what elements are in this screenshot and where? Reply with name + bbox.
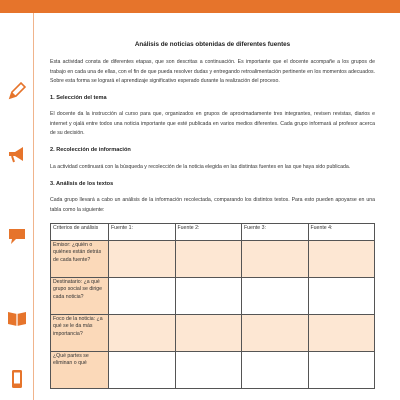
document-title: Análisis de noticias obtenidas de diferentes fuentes	[134, 41, 291, 48]
table-cell	[308, 277, 375, 314]
table-cell	[242, 240, 309, 277]
section-body-analisis: Cada grupo llevará a cabo un análisis de la información recolectada, comparando los distintos textos. Para esto pueden apoyarse en una tabla como la siguiente:	[50, 197, 375, 213]
megaphone-icon	[6, 143, 28, 165]
table-cell	[308, 351, 375, 388]
table-cell	[175, 240, 242, 277]
section-heading-recoleccion: 2. Recolección de información	[50, 147, 131, 154]
table-cell	[242, 277, 309, 314]
table-cell	[175, 314, 242, 351]
smartphone-icon	[6, 368, 28, 390]
table-header-row	[51, 223, 375, 240]
header-fuente-2: Fuente 2:	[175, 223, 242, 240]
analysis-table	[50, 223, 375, 389]
pencil-icon	[6, 80, 28, 102]
table-cell	[242, 314, 309, 351]
section-body-recoleccion: La actividad continuará con la búsqueda y recolección de la noticia elegida en las distintas fuentes en las que haya sido publicada.	[50, 163, 351, 170]
table-row	[51, 277, 375, 314]
table-cell	[242, 351, 309, 388]
table-cell	[109, 277, 176, 314]
open-book-icon	[6, 307, 28, 329]
header-fuente-3: Fuente 3:	[242, 223, 309, 240]
table-cell	[308, 240, 375, 277]
header-band	[0, 0, 400, 13]
table-row	[51, 240, 375, 277]
margin-rule	[33, 13, 34, 400]
table-row	[51, 314, 375, 351]
document-content	[50, 40, 375, 389]
table-cell	[109, 314, 176, 351]
section-heading-seleccion: 1. Selección del tema	[50, 95, 107, 102]
table-cell	[175, 351, 242, 388]
section-heading-analisis: 3. Análisis de los textos	[50, 180, 114, 187]
table-row	[51, 351, 375, 388]
header-fuente-1: Fuente 1:	[109, 223, 176, 240]
table-cell	[175, 277, 242, 314]
header-criterios: Criterios de análisis	[51, 223, 109, 240]
criterion-emisor: Emisor: ¿quién o quiénes están detrás de cada fuente?	[51, 240, 109, 277]
table-cell	[308, 314, 375, 351]
header-fuente-4: Fuente 4:	[308, 223, 375, 240]
criterion-foco: Foco de la noticia: ¿a qué se le da más importancia?	[51, 314, 109, 351]
table-cell	[109, 351, 176, 388]
intro-paragraph: Esta actividad consta de diferentes etapas, que son descritas a continuación. Es importante que el docente acompañe a los grupos de trabajo en cada una de ellas, con el fin de que pueda resolver dudas y entregando retroalimentación pertinente en los momentos adecuados. Sobre esta forma se logrará el aprendizaje significativo esperado durante la realización del proceso.	[50, 59, 375, 84]
table-cell	[109, 240, 176, 277]
speech-bubble-icon	[6, 225, 28, 247]
criterion-partes: ¿Qué partes se eliminan o qué	[51, 351, 109, 388]
criterion-destinatario: Destinatario: ¿a qué grupo social se dirige cada noticia?	[51, 277, 109, 314]
section-body-seleccion: El docente da la instrucción al curso para que, organizados en grupos de aproximadamente tres integrantes, revisen revistas, diarios e internet y ojalá entre todos una noticia importante que esté publicada en varios medios diferentes. Cada grupo informará al profesor acerca de su decisión.	[50, 111, 375, 137]
